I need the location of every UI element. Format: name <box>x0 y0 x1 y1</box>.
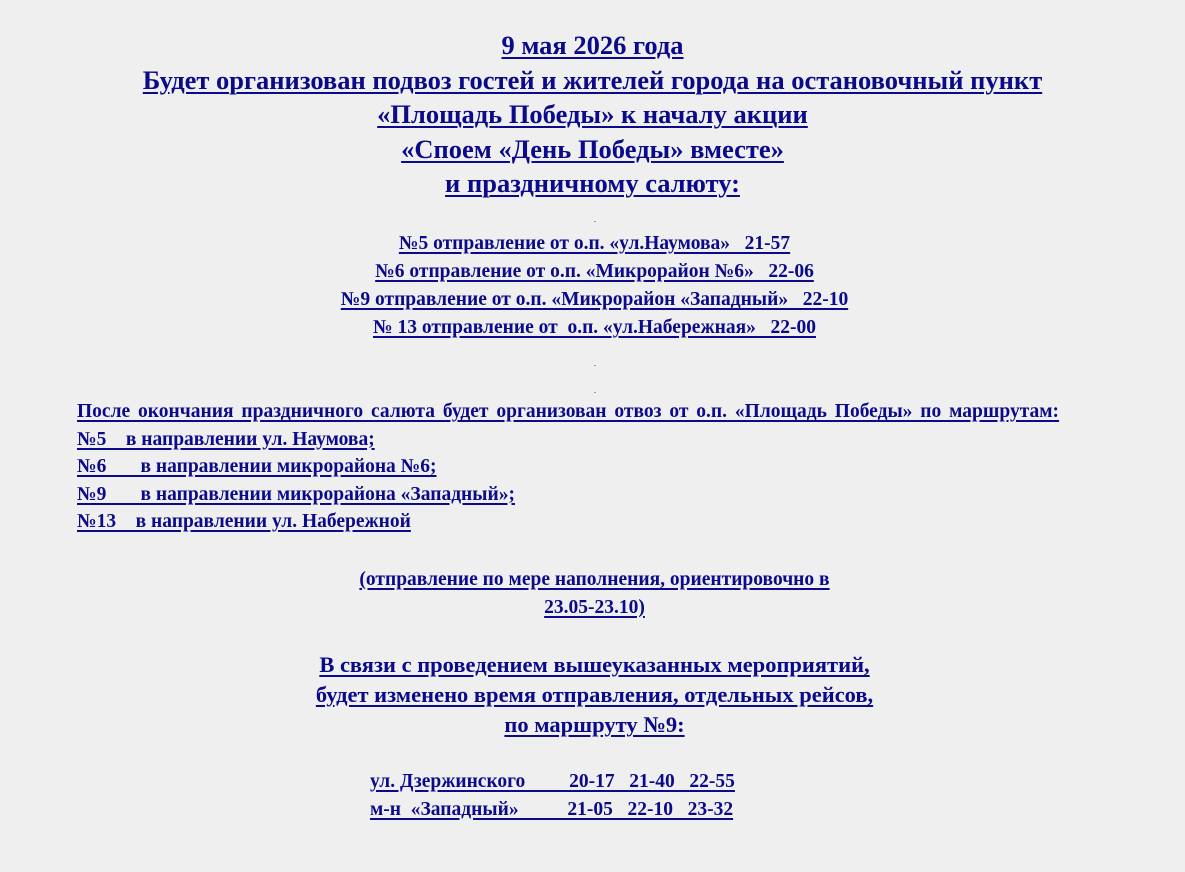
return-route-13: №13 в направлении ул. Набережной <box>77 511 411 532</box>
change-line-2: будет изменено время отправления, отдельных рейсов, <box>315 682 874 707</box>
return-trip-intro: После окончания праздничного салюта будет организован отвоз от о.п. «Площадь Победы» по маршрутам: <box>77 401 1060 422</box>
announcement-title <box>0 28 1185 201</box>
schedule-row-dzerzhinskogo: ул. Дзержинского 20-17 21-40 22-55 <box>370 771 735 792</box>
departure-route-5: №5 отправление от о.п. «ул.Наумова» 21-57 <box>398 233 791 254</box>
departure-route-6: №6 отправление от о.п. «Микрорайон №6» 22-06 <box>375 261 814 282</box>
empty-paragraph-mark <box>594 365 596 366</box>
change-line-3: по маршруту №9: <box>504 712 685 737</box>
departure-list <box>0 230 1185 342</box>
return-route-5: №5 в направлении ул. Наумова; <box>77 428 375 450</box>
title-line-3: «Споем «День Победы» вместе» <box>401 133 784 164</box>
title-line-1: Будет организован подвоз гостей и жителей города на остановочный пункт <box>142 64 1043 95</box>
empty-paragraph-mark <box>594 221 596 222</box>
return-route-6: №6 в направлении микрорайона №6; <box>77 456 437 477</box>
return-note-line-1: (отправление по мере наполнения, ориентировочно в <box>359 569 830 590</box>
empty-paragraph-mark <box>594 392 596 393</box>
schedule-row-zapadny: м-н «Западный» 21-05 22-10 23-32 <box>370 798 734 820</box>
change-line-1: В связи с проведением вышеуказанных мероприятий, <box>319 652 870 677</box>
return-route-9: №9 в направлении микрорайона «Западный»; <box>77 483 515 505</box>
title-line-4: и праздничному салюту: <box>445 168 740 198</box>
return-trip-section <box>40 398 1150 536</box>
return-trip-note <box>0 566 1185 621</box>
return-note-line-2: 23.05-23.10) <box>544 596 645 618</box>
title-line-2: «Площадь Победы» к началу акции <box>377 99 808 129</box>
event-date: 9 мая 2026 года <box>501 30 684 60</box>
route-9-schedule <box>370 768 735 823</box>
schedule-change-notice <box>0 650 1185 740</box>
departure-route-13: № 13 отправление от о.п. «ул.Набережная» 22-00 <box>373 317 816 338</box>
departure-route-9: №9 отправление от о.п. «Микрорайон «Западный» 22-10 <box>340 289 849 310</box>
